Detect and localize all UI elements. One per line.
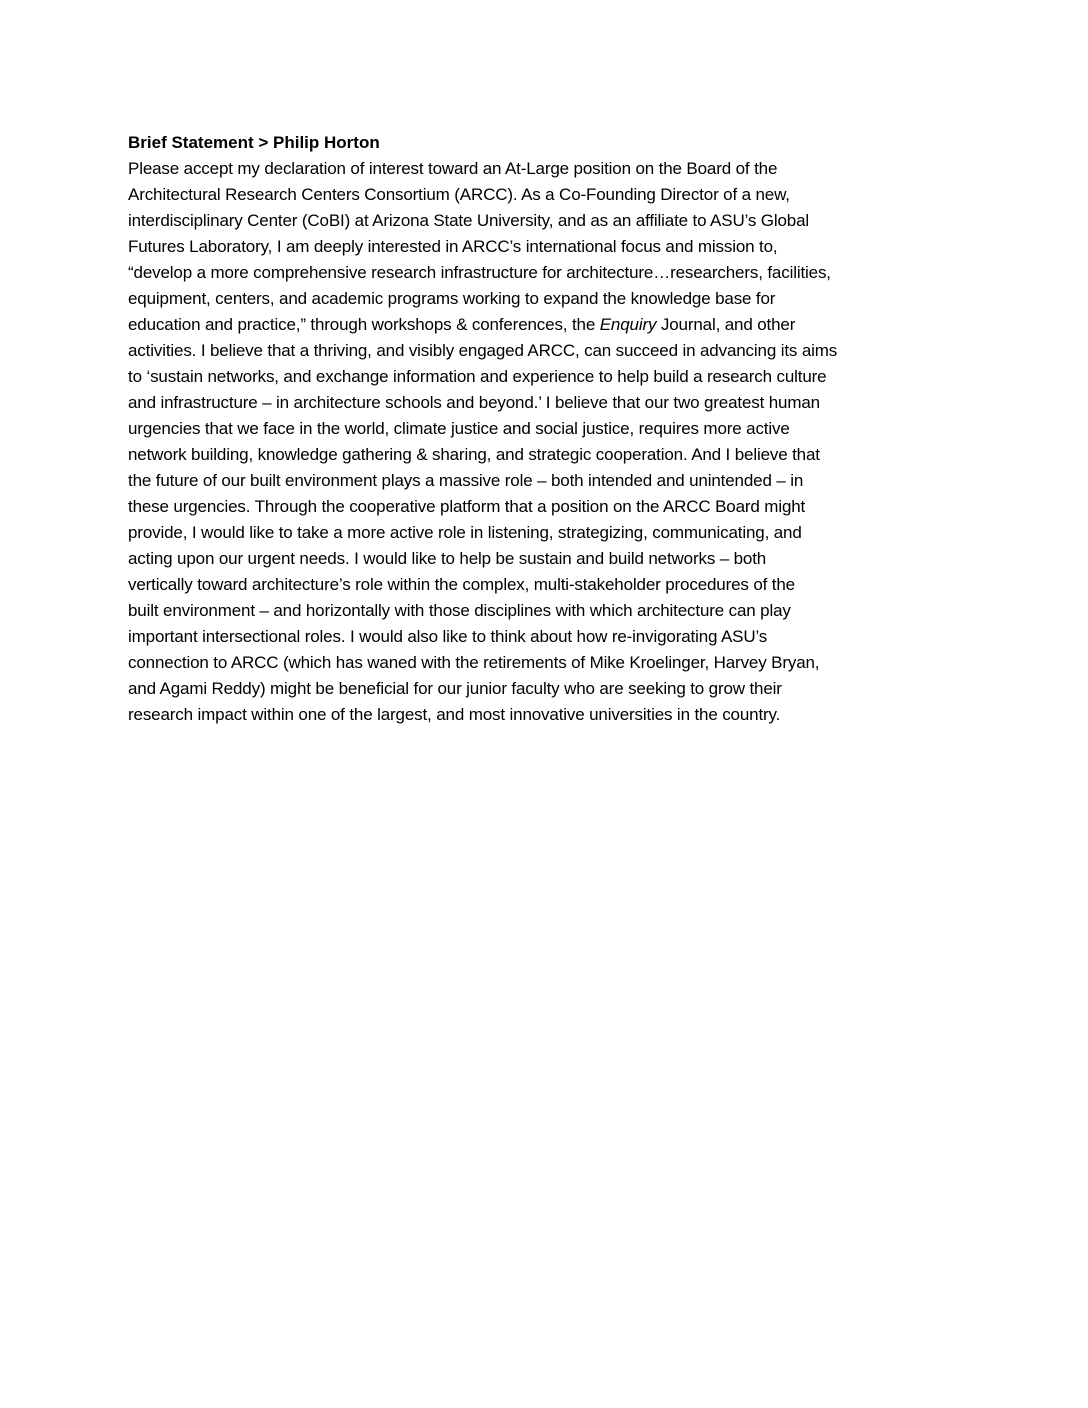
paragraph-line-with-italic [128,312,978,338]
line-text-after: Journal, and other [656,315,796,334]
paragraph-line: Architectural Research Centers Consortium (ARCC). As a Co-Founding Director of a new, [128,185,790,204]
paragraph-line: the future of our built environment plays a massive role – both intended and unintended – in [128,471,804,490]
paragraph-line: important intersectional roles. I would also like to think about how re-invigorating ASU’s [128,627,768,646]
paragraph-line: acting upon our urgent needs. I would like to help be sustain and build networks – both [128,549,767,568]
paragraph-line: urgencies that we face in the world, climate justice and social justice, requires more active [128,419,790,438]
statement-heading: Brief Statement > Philip Horton [128,133,380,152]
paragraph-line: interdisciplinary Center (CoBI) at Arizona State University, and as an affiliate to ASU’s Global [128,211,810,230]
paragraph-line: activities. I believe that a thriving, and visibly engaged ARCC, can succeed in advancing its aims [128,341,838,360]
paragraph-line: to ‘sustain networks, and exchange information and experience to help build a research culture [128,367,827,386]
paragraph-line: Please accept my declaration of interest toward an At-Large position on the Board of the [128,159,778,178]
statement-paragraph [128,156,978,728]
paragraph-line: and Agami Reddy) might be beneficial for our junior faculty who are seeking to grow their [128,679,782,698]
journal-title: Enquiry [599,315,657,334]
paragraph-line: vertically toward architecture’s role within the complex, multi-stakeholder procedures of the [128,575,795,594]
paragraph-line: and infrastructure – in architecture schools and beyond.’ I believe that our two greatest human [128,393,820,412]
statement-content [128,130,978,728]
paragraph-line: connection to ARCC (which has waned with the retirements of Mike Kroelinger, Harvey Bryan, [128,653,820,672]
paragraph-line: built environment – and horizontally with those disciplines with which architecture can play [128,601,791,620]
paragraph-line: “develop a more comprehensive research infrastructure for architecture…researchers, facilities, [128,263,831,282]
paragraph-line: provide, I would like to take a more active role in listening, strategizing, communicating, and [128,523,802,542]
paragraph-line: equipment, centers, and academic programs working to expand the knowledge base for [128,289,776,308]
paragraph-line: research impact within one of the largest, and most innovative universities in the country. [128,705,781,724]
paragraph-line: network building, knowledge gathering & sharing, and strategic cooperation. And I believe that [128,445,820,464]
paragraph-line: these urgencies. Through the cooperative platform that a position on the ARCC Board might [128,497,806,516]
paragraph-line: Futures Laboratory, I am deeply interested in ARCC’s international focus and mission to, [128,237,778,256]
line-text-before: education and practice,” through workshops & conferences, the [128,315,600,334]
